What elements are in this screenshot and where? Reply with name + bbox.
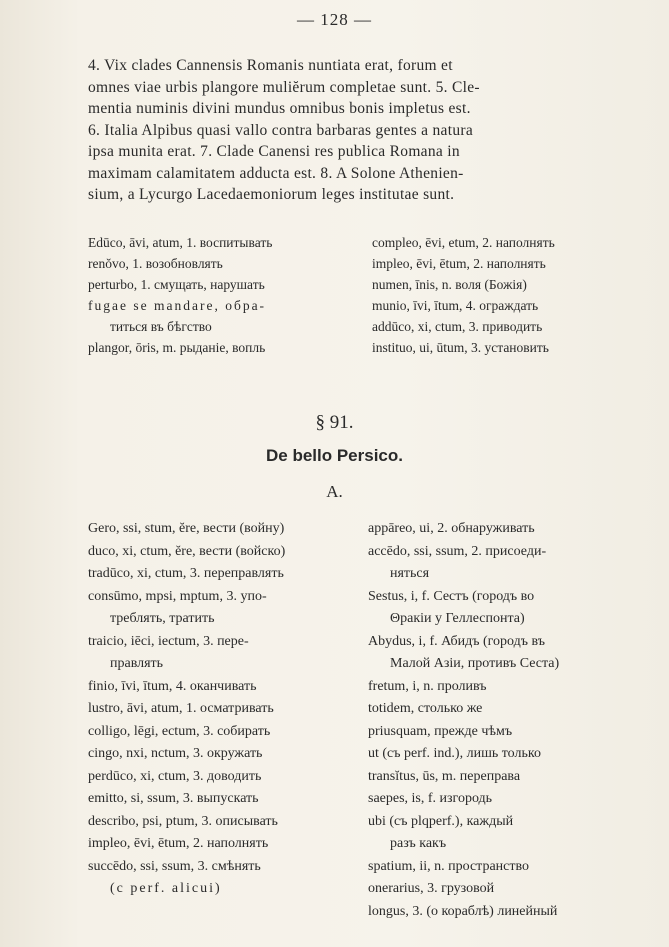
vocab-entry: appāreo, ui, 2. обнаруживать: [368, 521, 535, 536]
vocab-entry: perturbo, 1. смущать, нарушать: [88, 277, 265, 292]
vocab-entry: разъ какъ: [390, 836, 447, 851]
vocab-entry: правлять: [110, 656, 164, 671]
vocab-entry: ubi (съ plqperf.), каждый: [368, 813, 514, 829]
vocab-entry: addūco, xi, ctum, 3. приводить: [372, 319, 543, 334]
section-title: De bello Persico.: [266, 446, 403, 465]
latin-exercise-paragraph: [88, 55, 636, 206]
vocab-entry: succēdo, ssi, ssum, 3. смѣнять: [88, 858, 261, 874]
vocab-entry: longus, 3. (о кораблѣ) линейный: [368, 903, 558, 919]
vocab-entry: plangor, ōris, m. рыданіе, вопль: [88, 340, 266, 355]
vocab-entry: totidem, столько же: [368, 701, 483, 716]
vocab-entry: traicio, iēci, iectum, 3. пере-: [88, 633, 249, 649]
vocab-entry: colligo, lēgi, ectum, 3. собирать: [88, 723, 271, 739]
vocab-entry: cingo, nxi, nctum, 3. окружать: [88, 746, 263, 761]
vocab-entry: Abydus, i, f. Абидъ (городъ въ: [368, 633, 546, 649]
vocab-entry: Edūco, āvi, atum, 1. воспитывать: [88, 235, 273, 250]
vocab-entry: describo, psi, ptum, 3. описывать: [88, 813, 278, 829]
vocab-entry: numen, īnis, n. воля (Божія): [372, 277, 527, 292]
vocab-list-2-left: [88, 518, 285, 901]
vocab-entry: duco, xi, ctum, ĕre, вести (войско): [88, 543, 286, 559]
paragraph-line: maximam calamitatem adducta est. 8. A Solone Athenien-: [88, 164, 464, 182]
vocab-entry: impleo, ēvi, ētum, 2. наполнять: [372, 256, 546, 271]
paragraph-line: 6. Italia Alpibus quasi vallo contra barbaras gentes a natura: [88, 121, 474, 139]
vocab-list-1-right: [372, 232, 555, 358]
paragraph-line: omnes viae urbis plangore muliĕrum completae sunt. 5. Cle-: [88, 78, 480, 96]
vocab-entry: титься въ бѣгство: [110, 319, 212, 334]
paragraph-line: ipsa munita erat. 7. Clade Canensi res publica Romana in: [88, 143, 460, 160]
section-subheading: A.: [326, 482, 343, 501]
vocab-list-1-left: [88, 232, 272, 358]
paragraph-line: mentia numinis divini mundus omnibus bonis impletus est.: [88, 100, 471, 117]
vocab-entry: impleo, ēvi, ētum, 2. наполнять: [88, 836, 269, 851]
vocab-entry: Малой Азіи, противъ Сеста): [390, 656, 560, 671]
vocab-entry: Θракіи у Геллеспонта): [390, 611, 525, 626]
vocab-entry: spatium, ii, n. пространство: [368, 858, 530, 874]
vocab-entry: accēdo, ssi, ssum, 2. присоеди-: [368, 543, 547, 559]
vocab-entry: saepes, is, f. изгородь: [368, 791, 493, 806]
vocab-entry: (с perf. alicui): [110, 881, 222, 896]
vocab-entry: tradūco, xi, ctum, 3. переправлять: [88, 566, 284, 581]
vocab-entry: fretum, i, n. проливъ: [368, 678, 487, 694]
vocab-entry: compleo, ēvi, etum, 2. наполнять: [372, 235, 555, 250]
paragraph-line: 4. Vix clades Cannensis Romanis nuntiata erat, forum et: [88, 57, 453, 74]
vocab-entry: consūmo, mpsi, mptum, 3. упо-: [88, 588, 267, 604]
vocab-entry: ut (съ perf. ind.), лишь только: [368, 746, 541, 761]
vocab-entry: finio, īvi, ītum, 4. оканчивать: [88, 678, 257, 694]
vocab-entry: треблять, тратить: [110, 611, 215, 626]
vocab-entry: transĭtus, ūs, m. переправа: [368, 768, 521, 784]
vocab-entry: emitto, si, ssum, 3. выпускать: [88, 791, 259, 806]
vocab-entry: lustro, āvi, atum, 1. осматривать: [88, 701, 274, 716]
vocab-entry: onerarius, 3. грузовой: [368, 881, 495, 896]
vocab-entry: fugae se mandare, обра-: [88, 298, 267, 313]
vocab-entry: Gero, ssi, stum, ĕre, вести (войну): [88, 521, 285, 536]
vocab-entry: instituo, ui, ūtum, 3. установить: [372, 340, 549, 355]
vocab-list-2-right: [368, 518, 559, 923]
vocab-entry: renŏvo, 1. возобновлять: [88, 256, 223, 271]
page-number: — 128 —: [297, 10, 372, 29]
vocab-entry: munio, īvi, ītum, 4. ограждать: [372, 298, 539, 313]
vocab-entry: priusquam, прежде чѣмъ: [368, 723, 513, 739]
vocab-entry: няться: [390, 566, 430, 581]
vocab-entry: perdūco, xi, ctum, 3. доводить: [88, 768, 262, 784]
section-number: § 91.: [315, 412, 354, 433]
vocab-entry: Sestus, i, f. Сеcтъ (городъ во: [368, 588, 535, 604]
paragraph-line: sium, a Lycurgo Lacedaemoniorum leges institutae sunt.: [88, 186, 455, 203]
